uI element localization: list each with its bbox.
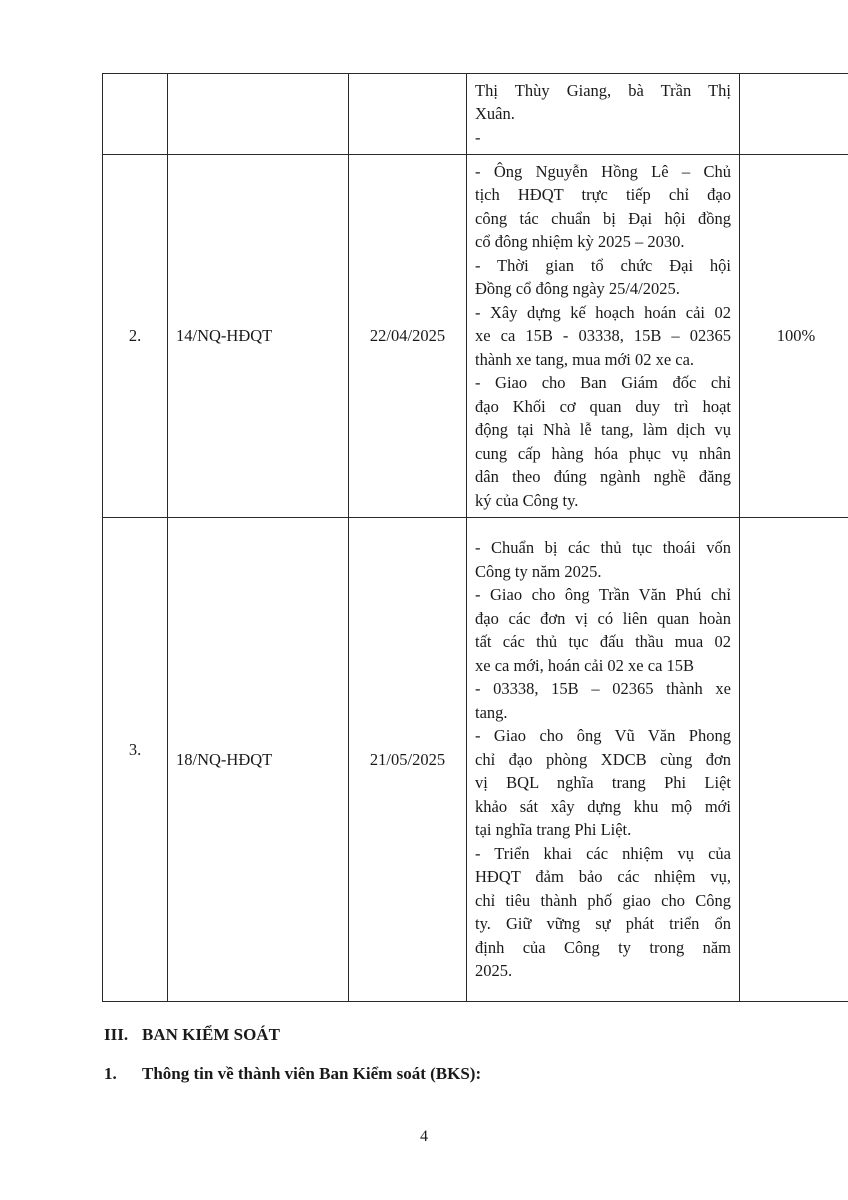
content-line: xe ca 15B - 03338, 15B – 02365	[475, 326, 731, 346]
content-line: - 03338, 15B – 02365 thành xe	[475, 679, 731, 699]
content-line: ký của Công ty.	[475, 490, 579, 510]
content-line: Thị Thùy Giang, bà Trần Thị	[475, 80, 731, 100]
completion-percent-cell	[740, 518, 848, 1002]
content-line: định của Công ty trong năm	[475, 937, 731, 957]
resolution-date-cell: 21/05/2025	[349, 518, 467, 1002]
content-line: cổ đông nhiệm kỳ 2025 – 2030.	[475, 232, 685, 252]
content-line: khảo sát xây dựng khu mộ mới	[475, 796, 731, 816]
subsection-heading	[104, 1064, 481, 1084]
section-title: BAN KIỂM SOÁT	[142, 1025, 280, 1044]
content-line: - Ông Nguyễn Hồng Lê – Chủ	[475, 161, 731, 181]
content-line: - Triển khai các nhiệm vụ của	[475, 843, 731, 863]
content-line: chỉ đạo phòng XDCB cùng đơn	[475, 749, 731, 769]
content-line: - Thời gian tổ chức Đại hội	[475, 255, 731, 275]
content-line: động tại Nhà lễ tang, làm dịch vụ	[475, 420, 731, 440]
content-line: đạo Khối cơ quan duy trì hoạt	[475, 396, 731, 416]
table-row	[103, 155, 848, 518]
content-line: thành xe tang, mua mới 02 xe ca.	[475, 349, 695, 369]
content-line: - Giao cho Ban Giám đốc chỉ	[475, 373, 731, 393]
completion-percent-cell	[740, 74, 848, 155]
resolution-content-cell	[467, 518, 740, 1002]
resolution-content-cell	[467, 74, 740, 155]
content-line: HĐQT đảm bảo các nhiệm vụ,	[475, 867, 731, 887]
resolution-date-cell	[349, 74, 467, 155]
content-line: tang.	[475, 702, 508, 722]
content-line: dân theo đúng ngành nghề đăng	[475, 467, 731, 487]
content-line: ty. Giữ vững sự phát triển ổn	[475, 914, 731, 934]
content-line: công tác chuẩn bị Đại hội đồng	[475, 208, 731, 228]
completion-percent-cell: 100%	[740, 155, 848, 518]
content-line: đạo các đơn vị có liên quan hoàn	[475, 608, 731, 628]
section-number: III.	[104, 1025, 129, 1044]
table-row	[103, 518, 848, 1002]
row-number-cell	[103, 74, 168, 155]
content-line: chỉ tiêu thành phố giao cho Công	[475, 890, 731, 910]
row-number-cell: 2.	[103, 155, 168, 518]
resolutions-table-body	[103, 74, 848, 1002]
content-line: Xuân.	[475, 104, 515, 124]
content-line: 2025.	[475, 961, 513, 981]
section-heading	[104, 1025, 280, 1045]
resolution-number-cell: 18/NQ-HĐQT	[168, 518, 349, 1002]
content-line: Công ty năm 2025.	[475, 561, 602, 581]
content-line: tất các thủ tục đấu thầu mua 02	[475, 632, 731, 652]
content-line: tịch HĐQT trực tiếp chỉ đạo	[475, 185, 731, 205]
resolutions-table	[102, 73, 848, 1002]
content-line: xe ca mới, hoán cải 02 xe ca 15B	[475, 655, 695, 675]
subsection-number: 1.	[104, 1064, 117, 1083]
content-line: cung cấp hàng hóa phục vụ nhân	[475, 443, 731, 463]
content-line: - Giao cho ông Vũ Văn Phong	[475, 726, 731, 746]
row-number-cell: 3.	[103, 518, 168, 1002]
table-row	[103, 74, 848, 155]
resolution-date-cell: 22/04/2025	[349, 155, 467, 518]
page-number: 4	[420, 1128, 428, 1145]
resolution-content-cell	[467, 155, 740, 518]
subsection-title: Thông tin về thành viên Ban Kiểm soát (BKS):	[142, 1064, 482, 1083]
content-line: -	[475, 127, 481, 147]
resolution-number-cell: 14/NQ-HĐQT	[168, 155, 349, 518]
content-line: Đồng cổ đông ngày 25/4/2025.	[475, 279, 680, 299]
content-line: vị BQL nghĩa trang Phi Liệt	[475, 773, 731, 793]
content-line: - Chuẩn bị các thủ tục thoái vốn	[475, 538, 731, 558]
content-line: - Giao cho ông Trần Văn Phú chỉ	[475, 585, 731, 605]
resolution-number-cell	[168, 74, 349, 155]
content-line: tại nghĩa trang Phi Liệt.	[475, 820, 632, 840]
content-line: - Xây dựng kế hoạch hoán cải 02	[475, 302, 731, 322]
